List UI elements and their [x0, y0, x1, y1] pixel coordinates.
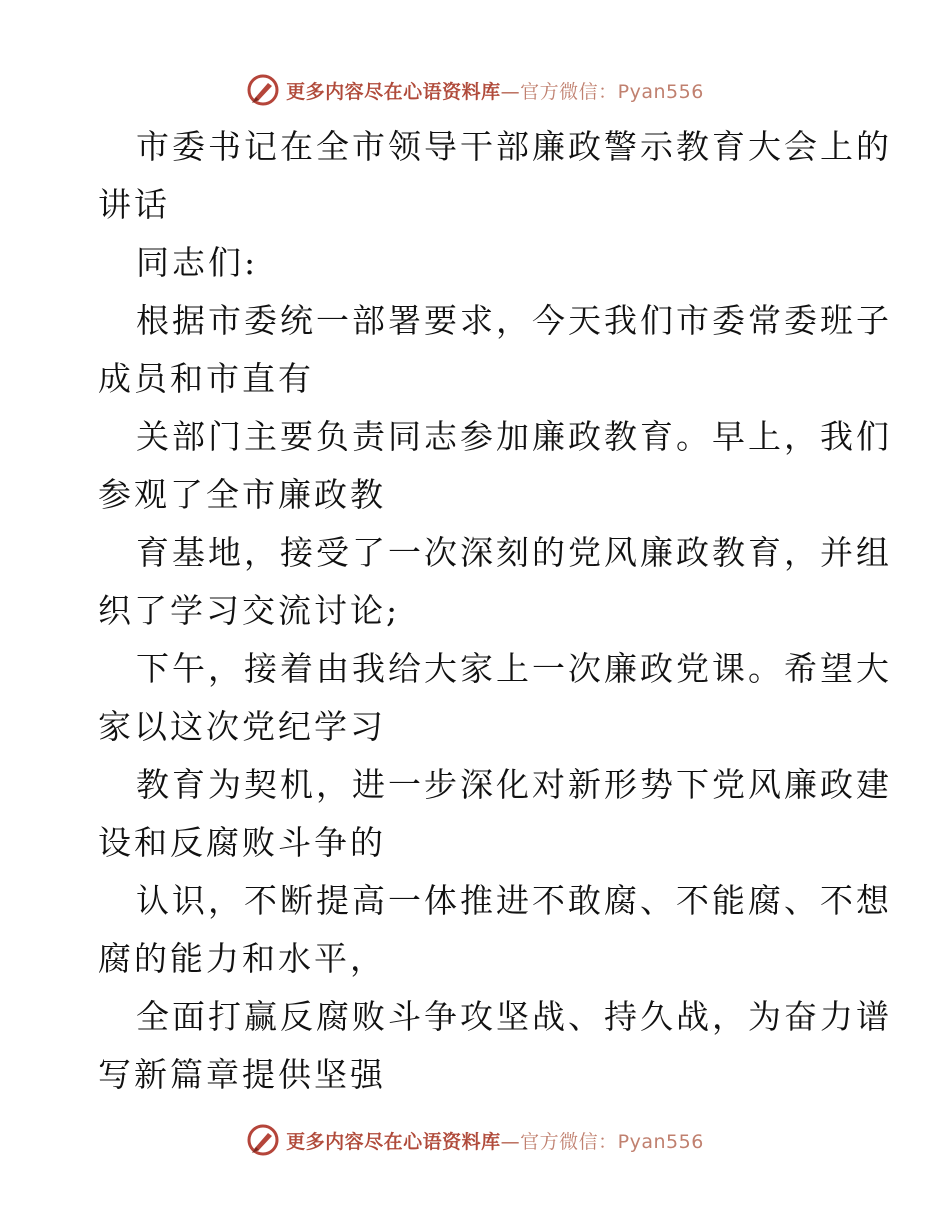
footer-dash: — — [500, 1130, 521, 1153]
footer-brand: 更多内容尽在心语资料库 — [286, 1130, 501, 1153]
pen-logo-icon — [246, 73, 280, 107]
speech-body — [98, 118, 892, 1104]
paragraph-line: 根据市委统一部署要求，今天我们市委常委班子 — [136, 301, 892, 340]
footer-watermark — [0, 1120, 950, 1160]
paragraph-line: 腐的能力和水平， — [98, 939, 386, 978]
paragraph-line: 织了学习交流讨论; — [98, 591, 401, 630]
paragraph-line: 育基地，接受了一次深刻的党风廉政教育，并组 — [136, 533, 892, 572]
paragraph-line: 全面打赢反腐败斗争攻坚战、持久战，为奋力谱 — [136, 997, 892, 1036]
paragraph-line: 认识，不断提高一体推进不敢腐、不能腐、不想 — [136, 881, 892, 920]
paragraph-line: 参观了全市廉政教 — [98, 475, 386, 514]
paragraph-line: 写新篇章提供坚强 — [98, 1055, 386, 1094]
header-dash: — — [500, 80, 521, 103]
footer-wechat: 官方微信：Pyan556 — [520, 1130, 704, 1153]
title-line-2: 讲话 — [98, 185, 170, 224]
header-brand: 更多内容尽在心语资料库 — [286, 80, 501, 103]
salutation: 同志们: — [136, 243, 259, 282]
paragraph-line: 设和反腐败斗争的 — [98, 823, 386, 862]
paragraph-line: 下午，接着由我给大家上一次廉政党课。希望大 — [136, 649, 892, 688]
paragraph-line: 关部门主要负责同志参加廉政教育。早上，我们 — [136, 417, 892, 456]
paragraph-line: 成员和市直有 — [98, 359, 314, 398]
header-watermark — [0, 70, 950, 110]
paragraph-line: 教育为契机，进一步深化对新形势下党风廉政建 — [136, 765, 892, 804]
pen-logo-icon — [246, 1123, 280, 1157]
footer-watermark-text — [286, 1127, 704, 1154]
header-watermark-text — [286, 77, 704, 104]
header-wechat: 官方微信：Pyan556 — [520, 80, 704, 103]
paragraph-line: 家以这次党纪学习 — [98, 707, 386, 746]
title-line-1: 市委书记在全市领导干部廉政警示教育大会上的 — [136, 127, 892, 166]
